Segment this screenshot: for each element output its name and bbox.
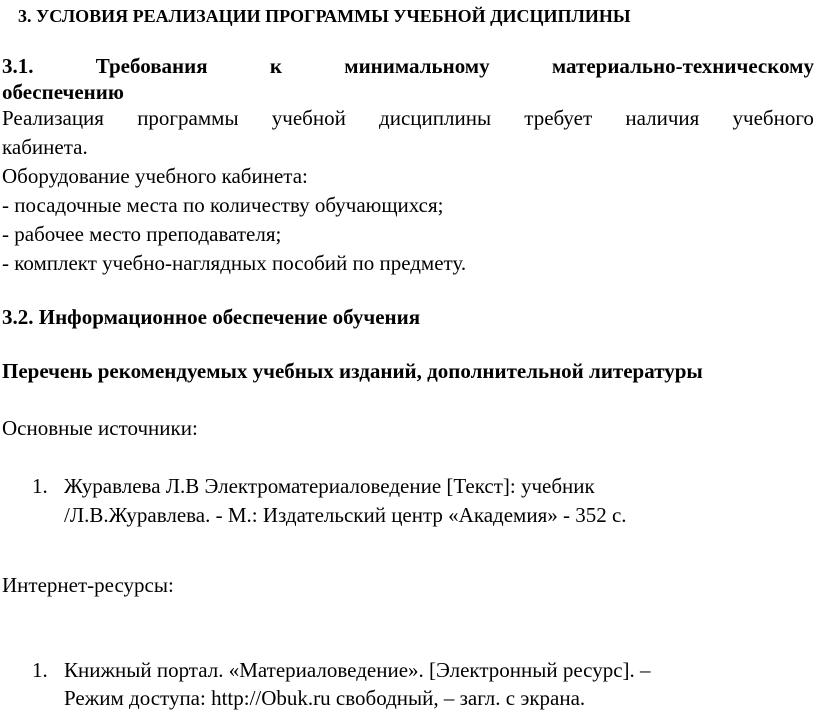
equipment-label: Оборудование учебного кабинета:	[2, 164, 308, 188]
literature-list-heading: Перечень рекомендуемых учебных изданий, дополнительной литературы	[2, 359, 703, 383]
heading-word: 3.1.	[2, 54, 34, 78]
paragraph-word: программы	[137, 106, 239, 130]
internet-source-line: Режим доступа: http://Obuk.ru свободный, – загл. с экрана.	[64, 686, 586, 710]
list-item-number: 1.	[32, 474, 48, 498]
paragraph-word: учебной	[271, 106, 346, 130]
main-source-line: /Л.В.Журавлева. - М.: Издательский центр «Академия» - 352 с.	[64, 503, 627, 527]
equipment-item: - комплект учебно-наглядных пособий по предмету.	[2, 251, 467, 275]
main-source-line: Журавлева Л.В Электроматериаловедение [Текст]: учебник	[64, 474, 595, 498]
section-3-1-paragraph	[2, 106, 814, 130]
paragraph-word: учебного	[732, 106, 814, 130]
internet-source-line: Книжный портал. «Материаловедение». [Электронный ресурс]. –	[64, 658, 651, 682]
section-3-1-heading-line2: обеспечению	[2, 80, 124, 104]
paragraph-word: дисциплины	[379, 106, 492, 130]
equipment-item: - рабочее место преподавателя;	[2, 222, 282, 246]
paragraph-word: Реализация	[2, 106, 104, 130]
section-3-2-heading: 3.2. Информационное обеспечение обучения	[2, 305, 421, 329]
internet-resources-label: Интернет-ресурсы:	[2, 573, 174, 597]
page-title: 3. УСЛОВИЯ РЕАЛИЗАЦИИ ПРОГРАММЫ УЧЕБНОЙ ДИСЦИПЛИНЫ	[18, 6, 631, 26]
section-3-1-paragraph-line2: кабинета.	[2, 135, 88, 159]
main-sources-label: Основные источники:	[2, 416, 198, 440]
equipment-item: - посадочные места по количеству обучающихся;	[2, 193, 444, 217]
heading-word: минимальному	[344, 54, 490, 78]
heading-word: материально-техническому	[551, 54, 814, 78]
list-item-number: 1.	[32, 658, 48, 682]
heading-word: Требования	[95, 54, 208, 78]
paragraph-word: требует	[524, 106, 593, 130]
paragraph-word: наличия	[625, 106, 700, 130]
section-3-1-heading	[2, 54, 814, 78]
heading-word: к	[269, 54, 282, 78]
